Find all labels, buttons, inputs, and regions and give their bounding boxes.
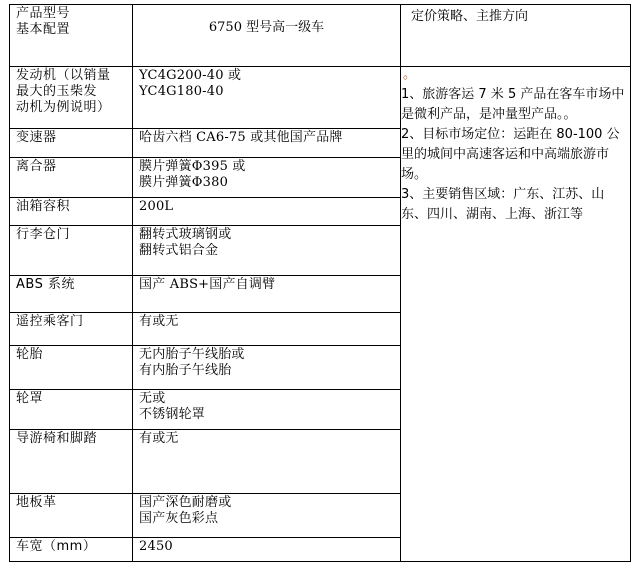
row-label: 变速器 xyxy=(16,130,57,145)
row-value xyxy=(133,390,400,423)
model-name: 6750 型号高一级车 xyxy=(208,20,325,35)
row-value-cell xyxy=(133,276,401,313)
row-value-cell xyxy=(133,430,401,494)
row-label-cell xyxy=(10,158,133,198)
row-value-line: 膜片弹簧Φ395 或 xyxy=(139,159,246,174)
row-value-line: 无内胎子午线胎或 xyxy=(139,347,245,362)
row-value xyxy=(133,67,400,100)
table-row xyxy=(10,67,631,129)
row-label-cell xyxy=(10,346,133,390)
row-value-line: 翻转式玻璃钢或 xyxy=(139,227,232,242)
row-value-cell xyxy=(133,494,401,538)
row-label: 轮胎 xyxy=(16,347,44,362)
row-label-cell xyxy=(10,494,133,538)
row-value-cell xyxy=(133,346,401,390)
row-label: 地板革 xyxy=(16,495,57,510)
strategy-mark: 。 xyxy=(403,67,417,82)
row-value-line: 国产深色耐磨或 xyxy=(139,495,232,510)
row-value-cell xyxy=(133,390,401,430)
row-label-cell xyxy=(10,538,133,562)
row-label: 油箱容积 xyxy=(16,199,71,214)
row-value: 有或无 xyxy=(139,431,179,446)
row-value: 国产 ABS+国产自调臂 xyxy=(139,277,276,292)
header-label-cell xyxy=(10,5,133,67)
row-label xyxy=(10,67,132,116)
strategy-paragraph-2: 2、目标市场定位：运距在 80-100 公里的城间中高速客运和中高端旅游市场。 xyxy=(401,127,620,182)
strategy-paragraph-1: 1、旅游客运 7 米 5 产品在客车市场中是微利产品，是冲量型产品。。 xyxy=(401,87,625,122)
row-label-cell xyxy=(10,67,133,129)
row-value-line: 无或 xyxy=(139,391,166,406)
header-row xyxy=(10,5,631,67)
row-label-cell xyxy=(10,129,133,158)
strategy-title-cell xyxy=(401,5,631,67)
row-value xyxy=(133,158,400,191)
row-label: 遥控乘客门 xyxy=(16,314,84,329)
model-cell xyxy=(133,5,401,67)
row-value-cell xyxy=(133,158,401,198)
row-label-cell xyxy=(10,276,133,313)
row-value-line: 翻转式铝合金 xyxy=(139,243,219,258)
row-label-line: 动机为例说明） xyxy=(16,100,111,115)
row-label: 导游椅和脚踏 xyxy=(16,431,98,446)
row-label: 行李仓门 xyxy=(16,227,71,242)
row-value xyxy=(133,226,400,259)
row-label-line: 最大的玉柴发 xyxy=(16,84,98,99)
row-label-cell xyxy=(10,198,133,226)
row-value: 2450 xyxy=(139,539,173,554)
row-label: 离合器 xyxy=(16,159,57,174)
strategy-cell xyxy=(401,67,631,562)
row-value-line: 国产灰色彩点 xyxy=(139,511,219,526)
row-value xyxy=(133,346,400,379)
row-value-line: YC4G180-40 xyxy=(139,84,224,99)
row-value-cell xyxy=(133,198,401,226)
row-value-line: 有内胎子午线胎 xyxy=(139,363,232,378)
row-label-line: 发动机（以销量 xyxy=(16,68,111,83)
config-table xyxy=(9,4,631,562)
row-value-cell xyxy=(133,129,401,158)
header-label-line: 基本配置 xyxy=(16,22,71,37)
row-value-line: 不锈钢轮罩 xyxy=(139,407,206,422)
row-value xyxy=(133,494,400,527)
row-value-cell xyxy=(133,538,401,562)
row-value-cell xyxy=(133,226,401,276)
row-value-line: 膜片弹簧Φ380 xyxy=(139,175,229,190)
strategy-paragraph-3: 3、主要销售区域：广东、江苏、山东、四川、湖南、上海、浙江等 xyxy=(401,187,605,222)
row-value: 哈齿六档 CA6-75 或其他国产品牌 xyxy=(139,130,343,145)
header-label xyxy=(10,5,132,38)
row-value-line: YC4G200-40 或 xyxy=(139,68,242,83)
row-label-cell xyxy=(10,390,133,430)
strategy-title: 定价策略、主推方向 xyxy=(411,9,529,24)
row-label-cell xyxy=(10,313,133,346)
row-label: 车宽（mm） xyxy=(16,539,97,554)
row-value-cell xyxy=(133,313,401,346)
row-label: 轮罩 xyxy=(16,391,44,406)
header-label-line: 产品型号 xyxy=(16,6,71,21)
row-value-cell xyxy=(133,67,401,129)
row-value: 200L xyxy=(139,199,174,214)
row-label: ABS 系统 xyxy=(16,277,75,292)
row-value: 有或无 xyxy=(139,314,179,329)
row-label-cell xyxy=(10,430,133,494)
row-label-cell xyxy=(10,226,133,276)
